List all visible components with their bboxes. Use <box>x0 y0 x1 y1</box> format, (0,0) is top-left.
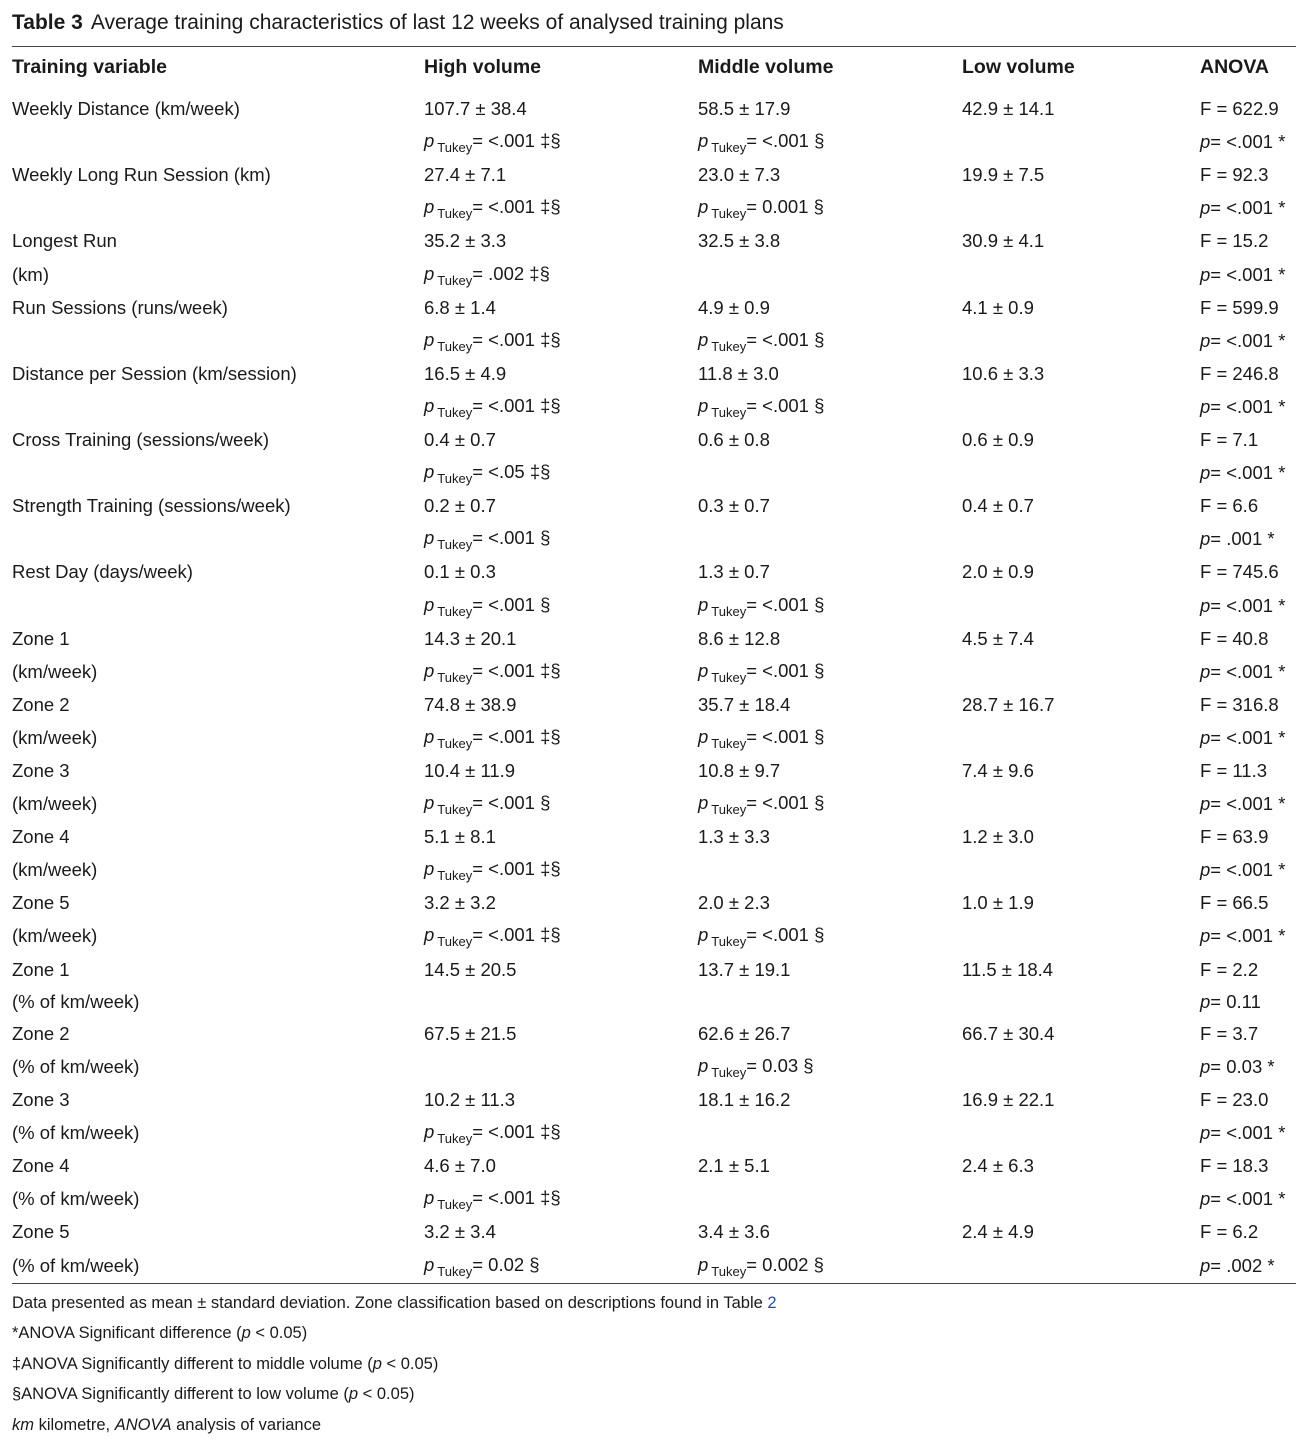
cell-variable: Weekly Distance (km/week) <box>12 98 240 120</box>
table-row <box>12 125 1296 159</box>
cell-variable: Zone 5 <box>12 1221 70 1243</box>
cell-variable: (% of km/week) <box>12 1188 140 1210</box>
cell-middle: p $_{Tukey}$= <.001 § <box>698 792 825 818</box>
cell-high: 67.5 ± 21.5 <box>424 1022 517 1044</box>
cell-anova: F = 6.6 <box>1200 495 1259 517</box>
table-body <box>12 87 1296 1283</box>
cell-anova: F = 11.3 <box>1200 759 1268 781</box>
cell-variable: Strength Training (sessions/week) <box>12 495 291 517</box>
cell-low: 1.2 ± 3.0 <box>962 826 1034 848</box>
cell-low: 30.9 ± 4.1 <box>962 230 1045 252</box>
cell-middle: p $_{Tukey}$= 0.03 § <box>698 1055 814 1080</box>
table-row <box>12 589 1296 623</box>
table-row <box>12 953 1296 985</box>
cell-high: 0.1 ± 0.3 <box>424 561 496 583</box>
cell-anova: p= <.001 * <box>1200 594 1286 616</box>
cell-low <box>962 1116 1200 1150</box>
cell-variable: Zone 4 <box>12 826 70 848</box>
cell-variable: (% of km/week) <box>12 1254 140 1276</box>
cell-middle: 1.3 ± 0.7 <box>698 561 770 583</box>
cell-low <box>962 324 1200 358</box>
table-row <box>12 456 1296 490</box>
cell-middle: 58.5 ± 17.9 <box>698 98 791 120</box>
cell-low: 11.5 ± 18.4 <box>962 958 1054 980</box>
cell-variable: Longest Run <box>12 230 117 252</box>
table-2-link[interactable]: 2 <box>767 1293 777 1312</box>
cell-low <box>962 589 1200 623</box>
cell-anova: p= <.001 * <box>1200 793 1286 815</box>
cell-low: 16.9 ± 22.1 <box>962 1089 1055 1111</box>
table-row <box>12 755 1296 787</box>
cell-middle: 35.7 ± 18.4 <box>698 693 791 715</box>
table-row <box>12 689 1296 721</box>
cell-variable <box>12 191 424 225</box>
cell-variable: (% of km/week) <box>12 1122 140 1144</box>
cell-variable <box>12 324 424 358</box>
cell-high: 27.4 ± 7.1 <box>424 164 507 186</box>
cell-low: 0.4 ± 0.7 <box>962 495 1034 517</box>
cell-variable <box>12 522 424 556</box>
table-caption-text: Average training characteristics of last 12 weeks of analysed training plans <box>90 11 784 34</box>
cell-low <box>962 986 1200 1018</box>
cell-middle: 23.0 ± 7.3 <box>698 164 781 186</box>
cell-anova: p= <.001 * <box>1200 925 1286 947</box>
table-row <box>12 1249 1296 1283</box>
table-row <box>12 159 1296 191</box>
cell-middle <box>698 1116 962 1150</box>
cell-variable: Zone 4 <box>12 1155 70 1177</box>
cell-high: p $_{Tukey}$= <.001 ‡§ <box>424 924 561 950</box>
cell-low: 4.5 ± 7.4 <box>962 627 1034 649</box>
cell-variable: Zone 2 <box>12 1022 70 1044</box>
table-row <box>12 1150 1296 1182</box>
cell-anova: F = 599.9 <box>1200 296 1279 318</box>
cell-anova: F = 622.9 <box>1200 98 1279 120</box>
cell-high: 35.2 ± 3.3 <box>424 230 507 252</box>
cell-middle <box>698 1182 962 1216</box>
cell-low <box>962 191 1200 225</box>
table-row <box>12 1182 1296 1216</box>
cell-low <box>962 853 1200 887</box>
cell-low: 4.1 ± 0.9 <box>962 296 1034 318</box>
cell-high: 0.4 ± 0.7 <box>424 429 496 451</box>
cell-low <box>962 1182 1200 1216</box>
cell-middle: p $_{Tukey}$= <.001 § <box>698 593 825 619</box>
cell-middle: p $_{Tukey}$= <.001 § <box>698 328 825 354</box>
table-row <box>12 1216 1296 1248</box>
cell-high: p $_{Tukey}$= <.001 ‡§ <box>424 1121 561 1147</box>
table-row <box>12 556 1296 588</box>
cell-low <box>962 456 1200 490</box>
footnote-anova-sig: *ANOVA Significant difference (p < 0.05) <box>12 1324 308 1343</box>
cell-middle: 11.8 ± 3.0 <box>698 362 779 384</box>
cell-middle: p $_{Tukey}$= <.001 § <box>698 130 825 156</box>
table-row <box>12 358 1296 390</box>
cell-middle: 0.6 ± 0.8 <box>698 429 770 451</box>
cell-high: 16.5 ± 4.9 <box>424 362 507 384</box>
cell-high: p $_{Tukey}$= <.001 ‡§ <box>424 196 561 222</box>
cell-anova: p= .002 * <box>1200 1254 1275 1276</box>
cell-anova: F = 316.8 <box>1200 693 1279 715</box>
cell-variable: Zone 2 <box>12 693 70 715</box>
cell-anova: F = 745.6 <box>1200 561 1279 583</box>
cell-anova: F = 92.3 <box>1200 164 1269 186</box>
cell-low: 0.6 ± 0.9 <box>962 429 1034 451</box>
cell-high: 0.2 ± 0.7 <box>424 495 496 517</box>
table-row <box>12 87 1296 125</box>
cell-middle: 4.9 ± 0.9 <box>698 296 770 318</box>
table-caption-label: Table 3 <box>12 11 83 34</box>
table-row <box>12 787 1296 821</box>
cell-low: 2.0 ± 0.9 <box>962 561 1034 583</box>
cell-low <box>962 655 1200 689</box>
cell-variable: Zone 1 <box>12 627 70 649</box>
cell-variable <box>12 125 424 159</box>
cell-low: 2.4 ± 6.3 <box>962 1155 1034 1177</box>
table-row <box>12 655 1296 689</box>
cell-low: 1.0 ± 1.9 <box>962 892 1034 914</box>
cell-middle: p $_{Tukey}$= <.001 § <box>698 725 825 751</box>
cell-anova: p= .001 * <box>1200 528 1275 550</box>
cell-high: p $_{Tukey}$= <.001 ‡§ <box>424 130 561 156</box>
cell-variable: Zone 3 <box>12 759 70 781</box>
cell-middle <box>698 456 962 490</box>
table-row <box>12 1116 1296 1150</box>
table-row <box>12 821 1296 853</box>
cell-variable: Zone 5 <box>12 892 70 914</box>
cell-variable: Rest Day (days/week) <box>12 561 193 583</box>
cell-anova: p= <.001 * <box>1200 263 1286 285</box>
cell-anova: F = 23.0 <box>1200 1089 1269 1111</box>
cell-middle: p $_{Tukey}$= <.001 § <box>698 394 825 420</box>
cell-low <box>962 919 1200 953</box>
cell-low: 2.4 ± 4.9 <box>962 1221 1034 1243</box>
cell-variable: Zone 1 <box>12 958 70 980</box>
table-row <box>12 986 1296 1018</box>
cell-high: p $_{Tukey}$= <.001 ‡§ <box>424 328 561 354</box>
cell-middle <box>698 522 962 556</box>
header-high-volume: High volume <box>424 55 542 78</box>
table-row <box>12 490 1296 522</box>
cell-middle: 2.0 ± 2.3 <box>698 892 770 914</box>
cell-high: p $_{Tukey}$= <.001 § <box>424 593 551 619</box>
table-row <box>12 191 1296 225</box>
cell-middle: 3.4 ± 3.6 <box>698 1221 770 1243</box>
table-row <box>12 292 1296 324</box>
cell-high: p $_{Tukey}$= <.001 ‡§ <box>424 858 561 884</box>
cell-anova: F = 3.7 <box>1200 1022 1259 1044</box>
cell-high: p $_{Tukey}$= <.001 ‡§ <box>424 725 561 751</box>
table-row <box>12 853 1296 887</box>
table-footnotes <box>12 1288 1296 1440</box>
header-row <box>12 47 1296 87</box>
cell-high: p $_{Tukey}$= <.001 ‡§ <box>424 1187 561 1213</box>
cell-low: 66.7 ± 30.4 <box>962 1022 1055 1044</box>
cell-high: 5.1 ± 8.1 <box>424 826 496 848</box>
cell-low <box>962 390 1200 424</box>
cell-middle: 2.1 ± 5.1 <box>698 1155 770 1177</box>
cell-anova: p= <.001 * <box>1200 197 1286 219</box>
cell-high: p $_{Tukey}$= <.001 ‡§ <box>424 659 561 685</box>
cell-low <box>962 721 1200 755</box>
cell-anova: p= 0.03 * <box>1200 1056 1275 1077</box>
cell-variable: (km/week) <box>12 793 98 815</box>
cell-high: 14.5 ± 20.5 <box>424 958 517 980</box>
cell-high: p $_{Tukey}$= 0.02 § <box>424 1253 540 1279</box>
header-low-volume: Low volume <box>962 55 1075 78</box>
cell-variable: Zone 3 <box>12 1089 70 1111</box>
cell-low <box>962 1249 1200 1283</box>
cell-variable: (km) <box>12 263 49 285</box>
cell-middle: 18.1 ± 16.2 <box>698 1089 791 1111</box>
table-row <box>12 324 1296 358</box>
cell-low <box>962 1050 1200 1084</box>
table-row <box>12 225 1296 257</box>
cell-middle: p $_{Tukey}$= <.001 § <box>698 659 825 685</box>
cell-high: p $_{Tukey}$= .002 ‡§ <box>424 262 550 288</box>
table-row <box>12 919 1296 953</box>
cell-variable <box>12 390 424 424</box>
cell-low: 10.6 ± 3.3 <box>962 362 1045 384</box>
cell-high: 4.6 ± 7.0 <box>424 1155 496 1177</box>
table-row <box>12 1018 1296 1050</box>
cell-anova: F = 40.8 <box>1200 627 1269 649</box>
cell-anova: p= <.001 * <box>1200 1122 1286 1144</box>
cell-low <box>962 258 1200 292</box>
cell-high: 3.2 ± 3.4 <box>424 1221 496 1243</box>
cell-middle: 1.3 ± 3.3 <box>698 826 770 848</box>
header-anova: ANOVA <box>1200 55 1269 78</box>
cell-high <box>424 986 698 1018</box>
cell-high: 14.3 ± 20.1 <box>424 627 517 649</box>
table-row <box>12 522 1296 556</box>
cell-high: 10.2 ± 11.3 <box>424 1089 516 1111</box>
cell-low <box>962 787 1200 821</box>
cell-variable: (% of km/week) <box>12 1056 140 1077</box>
cell-high: 3.2 ± 3.2 <box>424 892 496 914</box>
cell-high: 6.8 ± 1.4 <box>424 296 496 318</box>
cell-middle: 10.8 ± 9.7 <box>698 759 781 781</box>
header-training-variable: Training variable <box>12 55 167 78</box>
cell-middle: p $_{Tukey}$= 0.001 § <box>698 196 824 222</box>
cell-middle <box>698 853 962 887</box>
table-row <box>12 887 1296 919</box>
training-table <box>12 47 1296 1283</box>
cell-variable: (km/week) <box>12 925 98 947</box>
cell-high <box>424 1050 698 1084</box>
cell-variable <box>12 589 424 623</box>
cell-variable: Run Sessions (runs/week) <box>12 296 228 318</box>
cell-middle <box>698 986 962 1018</box>
cell-anova: p= <.001 * <box>1200 329 1286 351</box>
footnote-abbreviations: km kilometre, ANOVA analysis of variance <box>12 1415 322 1434</box>
footnote-data-note: Data presented as mean ± standard deviation. Zone classification based on descriptions found in Table 2 <box>12 1293 777 1312</box>
cell-high: 107.7 ± 38.4 <box>424 98 527 120</box>
cell-middle: 13.7 ± 19.1 <box>698 958 791 980</box>
cell-middle: 62.6 ± 26.7 <box>698 1022 791 1044</box>
cell-variable: (km/week) <box>12 859 98 881</box>
table-row <box>12 258 1296 292</box>
table-row <box>12 1084 1296 1116</box>
cell-variable: Distance per Session (km/session) <box>12 362 297 384</box>
cell-low: 42.9 ± 14.1 <box>962 98 1055 120</box>
cell-variable <box>12 456 424 490</box>
cell-anova: F = 246.8 <box>1200 362 1279 384</box>
cell-anova: p= <.001 * <box>1200 859 1286 881</box>
cell-variable: Weekly Long Run Session (km) <box>12 164 271 186</box>
cell-high: p $_{Tukey}$= <.001 § <box>424 527 551 553</box>
cell-low: 28.7 ± 16.7 <box>962 693 1055 715</box>
cell-variable: (km/week) <box>12 726 98 748</box>
table-row <box>12 390 1296 424</box>
cell-middle: p $_{Tukey}$= <.001 § <box>698 924 825 950</box>
footnote-middle-sig: ‡ANOVA Significantly different to middle volume (p < 0.05) <box>12 1354 439 1373</box>
cell-anova: F = 63.9 <box>1200 826 1269 848</box>
cell-middle: 8.6 ± 12.8 <box>698 627 781 649</box>
cell-variable: (km/week) <box>12 660 98 682</box>
cell-anova: F = 7.1 <box>1200 429 1259 451</box>
cell-high: 10.4 ± 11.9 <box>424 759 516 781</box>
bottom-rule <box>12 1283 1296 1284</box>
cell-middle: 32.5 ± 3.8 <box>698 230 781 252</box>
cell-low <box>962 522 1200 556</box>
cell-anova: p= <.001 * <box>1200 726 1286 748</box>
cell-anova: F = 2.2 <box>1200 958 1259 980</box>
cell-low <box>962 125 1200 159</box>
table-row <box>12 424 1296 456</box>
cell-high: p $_{Tukey}$= <.05 ‡§ <box>424 461 551 487</box>
cell-anova: p= <.001 * <box>1200 395 1286 417</box>
cell-variable: (% of km/week) <box>12 990 140 1012</box>
cell-anova: F = 6.2 <box>1200 1221 1259 1243</box>
cell-high: 74.8 ± 38.9 <box>424 693 517 715</box>
cell-low: 19.9 ± 7.5 <box>962 164 1045 186</box>
cell-anova: F = 66.5 <box>1200 892 1269 914</box>
table-row <box>12 623 1296 655</box>
cell-middle: 0.3 ± 0.7 <box>698 495 770 517</box>
cell-middle <box>698 258 962 292</box>
cell-anova: p= <.001 * <box>1200 660 1286 682</box>
table-caption <box>12 8 1296 38</box>
cell-anova: F = 18.3 <box>1200 1155 1269 1177</box>
cell-high: p $_{Tukey}$= <.001 ‡§ <box>424 394 561 420</box>
table-row <box>12 1050 1296 1084</box>
cell-anova: p= <.001 * <box>1200 462 1286 484</box>
cell-variable: Cross Training (sessions/week) <box>12 429 270 451</box>
header-middle-volume: Middle volume <box>698 55 834 78</box>
cell-anova: p= 0.11 <box>1200 990 1261 1012</box>
table-row <box>12 721 1296 755</box>
cell-anova: p= <.001 * <box>1200 1188 1286 1210</box>
cell-middle: p $_{Tukey}$= 0.002 § <box>698 1253 824 1279</box>
footnote-low-sig: §ANOVA Significantly different to low volume (p < 0.05) <box>12 1385 415 1404</box>
cell-anova: p= <.001 * <box>1200 131 1286 153</box>
cell-anova: F = 15.2 <box>1200 230 1269 252</box>
cell-low: 7.4 ± 9.6 <box>962 759 1034 781</box>
cell-high: p $_{Tukey}$= <.001 § <box>424 792 551 818</box>
